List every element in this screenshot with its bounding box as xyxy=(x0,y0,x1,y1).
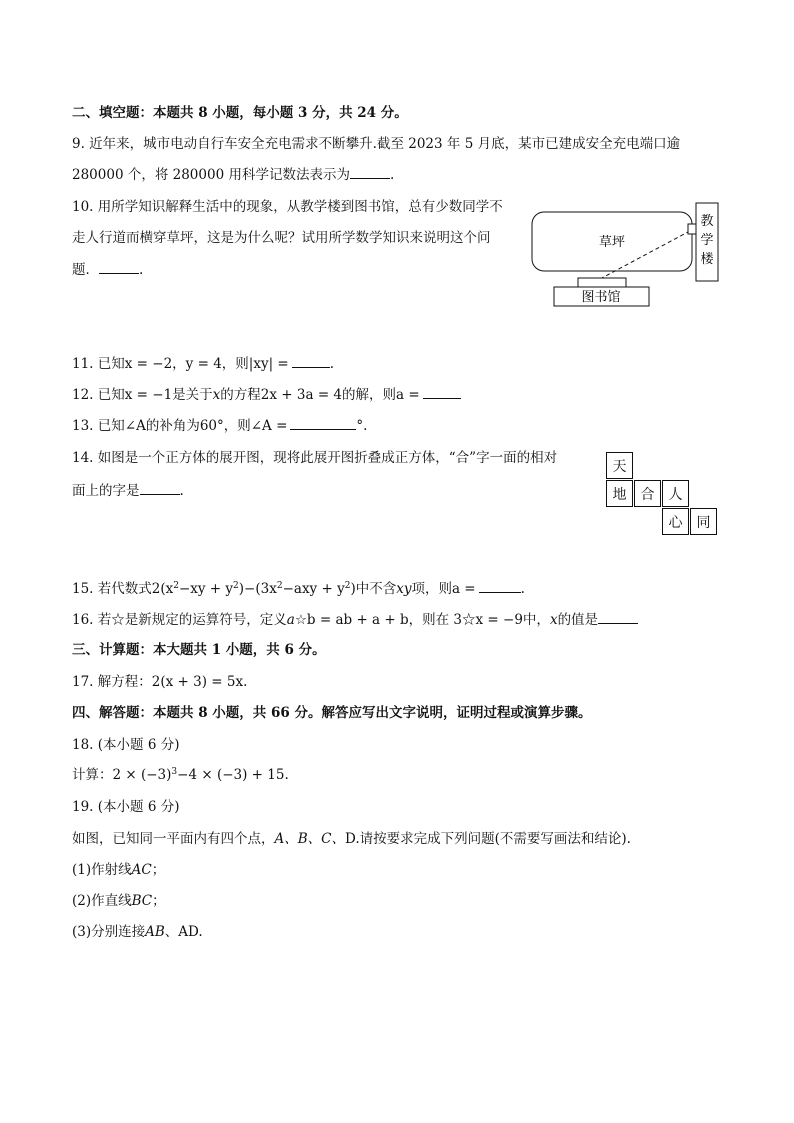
q9-text: 280000 个，将 280000 用科学记数法表示为 xyxy=(72,167,350,183)
q19-item1-text: (1)作射线 xyxy=(72,862,132,878)
q19-intro xyxy=(72,830,631,848)
lawn-label: 草坪 xyxy=(598,235,626,250)
q11: 11. 已知x = −2，y = 4，则|xy| = . xyxy=(72,356,335,372)
var-a: a xyxy=(286,612,295,628)
var-x: x xyxy=(212,387,221,403)
q9-line1: 9. 近年来，城市电动自行车安全充电需求不断攀升.截至 2023 年 5 月底，某市已建成安全充电端口逾 xyxy=(72,136,681,152)
q12 xyxy=(72,385,461,404)
q15-text-4: −axy + y xyxy=(282,581,345,597)
q19-points: A、B、C、 xyxy=(274,831,345,847)
q10-text: 题． xyxy=(72,262,99,278)
section3-header: 三、计算题：本大题共 1 小题，共 6 分。 xyxy=(72,642,326,658)
q18-title: 18. (本小题 6 分) xyxy=(72,737,180,753)
q10-line1: 10. 用所学知识解释生活中的现象，从教学楼到图书馆，总有少数同学不 xyxy=(72,199,503,215)
q18-text: 计算：2 × (−3) xyxy=(72,767,172,783)
q15-text-3: )−(3x xyxy=(238,581,277,597)
q12-text-2: 的方程2x + 3a = 4的解，则a = xyxy=(220,387,420,403)
building-char-3: 楼 xyxy=(700,252,714,267)
var-xy: xy xyxy=(396,581,412,597)
answer-blank xyxy=(292,354,330,368)
building-door xyxy=(688,224,696,234)
answer-blank xyxy=(140,481,180,495)
answer-blank xyxy=(350,165,390,179)
net-cell-tian: 天 xyxy=(606,452,633,479)
q10-figure xyxy=(520,198,730,310)
q10-line3: 题． . xyxy=(72,262,144,278)
net-cell-he: 合 xyxy=(634,480,661,507)
var-bc: BC xyxy=(131,893,153,909)
q13-text: 13. 已知∠A的补角为60°，则∠A = xyxy=(72,418,288,434)
q15-text-5: )中不含 xyxy=(350,581,397,597)
q9-line2: 280000 个，将 280000 用科学记数法表示为 . xyxy=(72,167,395,183)
building-char-2: 学 xyxy=(700,233,714,248)
var-x: x xyxy=(549,612,558,628)
answer-blank xyxy=(598,610,638,624)
q16-text: 16. 若☆是新规定的运算符号，定义 xyxy=(72,612,287,628)
net-cell-tong: 同 xyxy=(690,508,717,535)
q13 xyxy=(72,416,367,435)
q11-text: 11. 已知x = −2，y = 4，则|xy| = xyxy=(72,356,289,372)
q19-item2 xyxy=(72,892,166,910)
section4-header: 四、解答题：本题共 8 小题，共 66 分。解答应写出文字说明，证明过程或演算步骤。 xyxy=(72,705,592,721)
q15-text-2: −xy + y xyxy=(178,581,234,597)
library-label: 图书馆 xyxy=(581,290,621,305)
q17: 17. 解方程：2(x + 3) = 5x. xyxy=(72,674,248,690)
q12-text: 12. 已知x = −1是关于 xyxy=(72,387,213,403)
net-cell-di: 地 xyxy=(606,480,633,507)
q15: 15. 若代数式$2(x^2-xy + y^2)-(3x^2-axy + y^2)$中不含xy项，则a = . xyxy=(72,581,525,597)
building-char-1: 教 xyxy=(700,214,714,229)
answer-blank xyxy=(479,579,521,593)
q14-text: 面上的字是 xyxy=(72,483,140,499)
q19-item1-text-2: ； xyxy=(151,862,166,878)
answer-blank xyxy=(99,260,139,274)
q14-line1: 14. 如图是一个正方体的展开图，现将此展开图折叠成正方体，“合”字一面的相对 xyxy=(72,450,558,466)
q19-item3-text-2: 、AD. xyxy=(164,924,203,940)
q16-text-2: ☆b = ab + a + b，则在 3☆x = −9中， xyxy=(294,612,550,628)
net-cell-xin: 心 xyxy=(662,508,689,535)
var-ab: AB xyxy=(145,924,165,940)
q19-item3 xyxy=(72,923,203,941)
q19-text-2: D.请按要求完成下列问题(不需要写画法和结论). xyxy=(345,831,631,847)
q19-item2-text: (2)作直线 xyxy=(72,893,132,909)
q19-item2-text-2: ； xyxy=(152,893,166,909)
q19-item3-text: (3)分别连接 xyxy=(72,924,146,940)
q19-title: 19. (本小题 6 分) xyxy=(72,799,180,815)
q16-text-3: 的值是 xyxy=(557,612,599,628)
q14-line2: 面上的字是 . xyxy=(72,483,184,499)
library-door xyxy=(578,278,626,287)
q15-text: 15. 若代数式2(x xyxy=(72,581,174,597)
answer-blank xyxy=(423,385,461,399)
section2-header: 二、填空题：本题共 8 小题，每小题 3 分，共 24 分。 xyxy=(72,105,408,121)
q15-text-6: 项，则a = xyxy=(411,581,476,597)
q13-text-2: °. xyxy=(356,418,368,434)
var-ac: AC xyxy=(131,862,152,878)
q19-text: 如图，已知同一平面内有四个点， xyxy=(72,831,275,847)
q16 xyxy=(72,610,638,629)
q19-item1 xyxy=(72,861,165,879)
net-cell-ren: 人 xyxy=(662,480,689,507)
q18-body xyxy=(72,766,289,784)
q18-text-2: −4 × (−3) + 15. xyxy=(177,767,289,783)
q18-exp: 3 xyxy=(171,767,178,777)
q10-line2: 走人行道而横穿草坪，这是为什么呢？试用所学数学知识来说明这个问 xyxy=(72,230,491,246)
answer-blank xyxy=(290,416,356,430)
